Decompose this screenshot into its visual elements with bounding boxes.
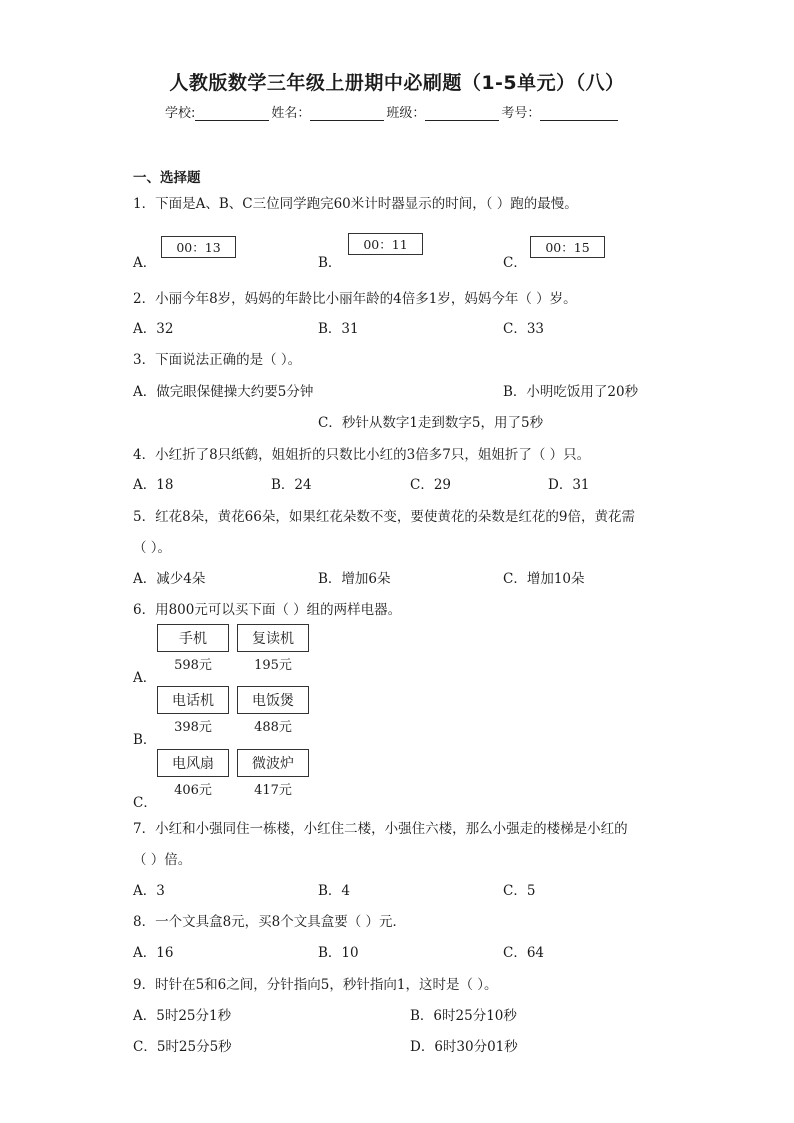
- q6-b-price-2: 488元: [254, 720, 292, 735]
- student-info-line: [165, 102, 620, 121]
- q2-option-a[interactable]: A．32: [133, 321, 174, 337]
- question-4: 4．小红折了8只纸鹤，姐姐折的只数比小红的3倍多7只，姐姐折了（ ）只。: [133, 447, 591, 463]
- q2-option-b[interactable]: B．31: [318, 321, 359, 337]
- q1-option-c-timer: 00：15: [530, 236, 605, 258]
- q6-b-price-1: 398元: [174, 720, 212, 735]
- section-heading: 一、选择题: [133, 170, 201, 186]
- q6-a-item-1: 手机: [157, 624, 229, 652]
- q4-option-c[interactable]: C．29: [410, 477, 452, 493]
- q1-option-b-timer: 00：11: [348, 233, 423, 255]
- q8-option-c[interactable]: C．64: [503, 945, 545, 961]
- question-1: 1．下面是A、B、C三位同学跑完60米计时器显示的时间，（ ）跑的最慢。: [133, 196, 578, 212]
- q6-a-price-1: 598元: [174, 658, 212, 673]
- name-field[interactable]: [310, 106, 384, 121]
- question-6: 6．用800元可以买下面（ ）组的两样电器。: [133, 602, 402, 618]
- name-label: 姓名：: [271, 106, 311, 121]
- q5-option-c[interactable]: C．增加10朵: [503, 571, 585, 587]
- q6-c-price-2: 417元: [254, 783, 292, 798]
- q1-option-a-label[interactable]: A．: [133, 255, 157, 271]
- q8-option-a[interactable]: A．16: [133, 945, 174, 961]
- q6-b-item-2: 电饭煲: [237, 686, 309, 714]
- q3-option-b[interactable]: B．小明吃饭用了20秒: [503, 384, 639, 400]
- q7-option-a[interactable]: A．3: [133, 883, 165, 899]
- q3-option-a[interactable]: A．做完眼保健操大约要5分钟: [133, 384, 314, 400]
- q4-option-a[interactable]: A．18: [133, 477, 174, 493]
- question-2: 2．小丽今年8岁，妈妈的年龄比小丽年龄的4倍多1岁，妈妈今年（ ）岁。: [133, 291, 577, 307]
- q6-option-c-label[interactable]: C．: [133, 795, 157, 811]
- school-field[interactable]: [195, 106, 269, 121]
- q7-option-c[interactable]: C．5: [503, 883, 536, 899]
- school-label: 学校:: [165, 106, 196, 121]
- exam-no-label: 考号：: [501, 106, 541, 121]
- q6-a-item-2: 复读机: [237, 624, 309, 652]
- q6-b-item-1: 电话机: [157, 686, 229, 714]
- q1-option-b-label[interactable]: B．: [318, 255, 342, 271]
- q6-a-price-2: 195元: [254, 658, 292, 673]
- question-9: 9．时针在5和6之间，分针指向5，秒针指向1，这时是（ ）。: [133, 977, 498, 993]
- q5-option-a[interactable]: A．减少4朵: [133, 571, 206, 587]
- q3-option-c[interactable]: C．秒针从数字1走到数字5，用了5秒: [318, 415, 544, 431]
- question-5-line-2: （ ）。: [133, 540, 172, 556]
- exam-no-field[interactable]: [540, 106, 618, 121]
- q6-option-b-label[interactable]: B．: [133, 732, 157, 748]
- q6-c-item-2: 微波炉: [237, 749, 309, 777]
- q9-option-d[interactable]: D．6时30分01秒: [410, 1039, 518, 1055]
- page-title: 人教版数学三年级上册期中必刷题（1-5单元）（八）: [169, 72, 625, 94]
- q4-option-d[interactable]: D．31: [548, 477, 590, 493]
- q9-option-c[interactable]: C．5时25分5秒: [133, 1039, 232, 1055]
- q1-option-a-timer: 00：13: [161, 236, 236, 258]
- question-7-line-1: 7．小红和小强同住一栋楼，小红住二楼，小强住六楼，那么小强走的楼梯是小红的: [133, 821, 628, 837]
- class-field[interactable]: [425, 106, 499, 121]
- class-label: 班级：: [386, 106, 426, 121]
- question-8: 8．一个文具盒8元，买8个文具盒要（ ）元．: [133, 914, 407, 930]
- q6-c-item-1: 电风扇: [157, 749, 229, 777]
- q9-option-a[interactable]: A．5时25分1秒: [133, 1008, 232, 1024]
- q4-option-b[interactable]: B．24: [271, 477, 312, 493]
- q1-option-c-label[interactable]: C．: [503, 255, 527, 271]
- q6-option-a-label[interactable]: A．: [133, 670, 157, 686]
- question-5-line-1: 5．红花8朵，黄花66朵，如果红花朵数不变，要使黄花的朵数是红花的9倍，黄花需: [133, 509, 635, 525]
- q8-option-b[interactable]: B．10: [318, 945, 359, 961]
- q2-option-c[interactable]: C．33: [503, 321, 545, 337]
- question-7-line-2: （ ）倍。: [133, 852, 192, 868]
- q5-option-b[interactable]: B．增加6朵: [318, 571, 391, 587]
- q7-option-b[interactable]: B．4: [318, 883, 351, 899]
- q6-c-price-1: 406元: [174, 783, 212, 798]
- q9-option-b[interactable]: B．6时25分10秒: [410, 1008, 517, 1024]
- question-3: 3．下面说法正确的是（ ）。: [133, 352, 302, 368]
